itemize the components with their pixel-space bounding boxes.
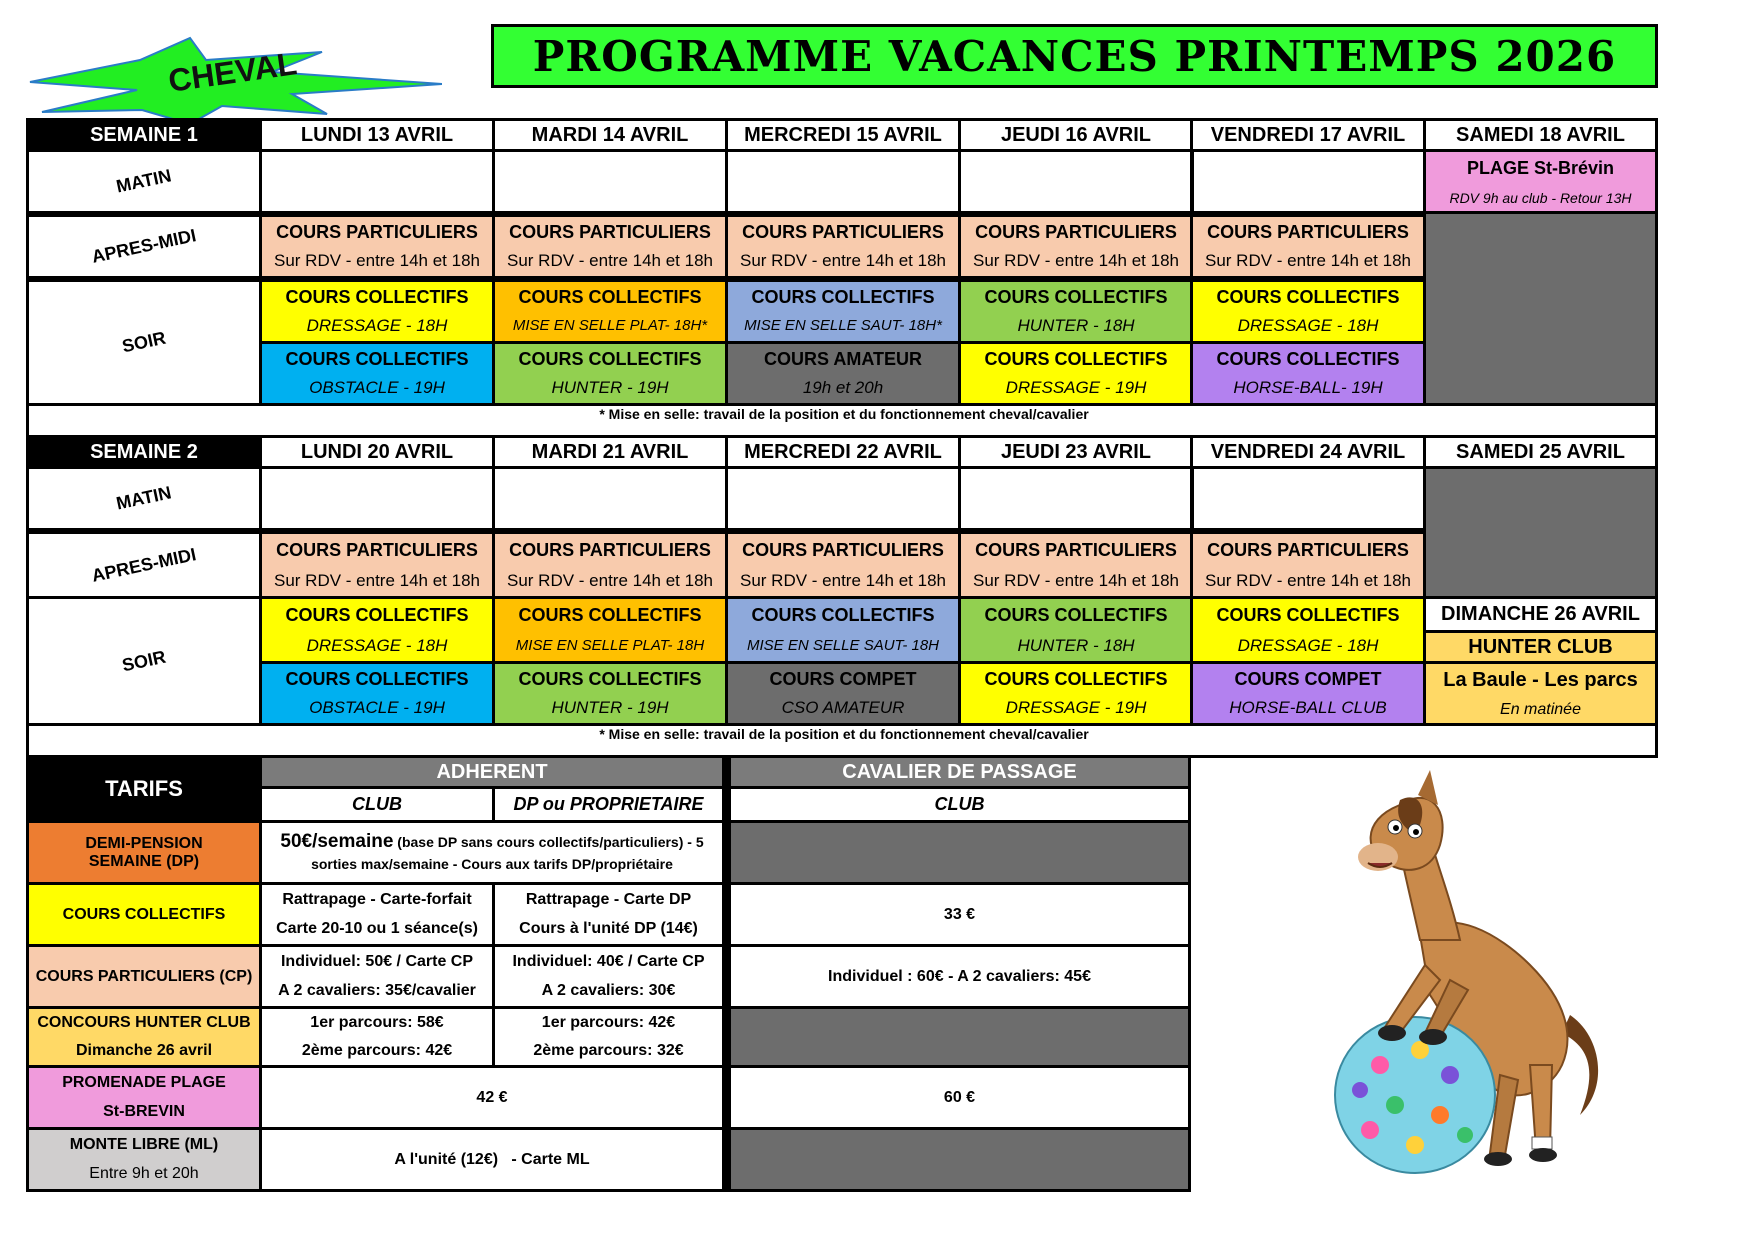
tarif-particuliers-passage: Individuel : 60€ - A 2 cavaliers: 45€: [725, 944, 1191, 1009]
demi-pension-line1: [280, 831, 703, 853]
event-title: COURS PARTICULIERS: [1207, 539, 1409, 560]
horse-on-easter-egg-icon: [1300, 765, 1650, 1175]
event-title: COURS COLLECTIFS: [518, 668, 702, 689]
slot-label: SOIR: [120, 646, 168, 675]
event-sub: MISE EN SELLE PLAT- 18H: [515, 636, 705, 654]
week2-sunday-place: [1423, 661, 1658, 726]
tarifs-passage-header: CAVALIER DE PASSAGE: [725, 755, 1191, 789]
event-title: COURS COLLECTIFS: [984, 286, 1168, 307]
week1-evening-top-5: [1190, 279, 1426, 344]
event-title: COURS AMATEUR: [764, 348, 922, 369]
event-sub: MISE EN SELLE PLAT- 18H*: [512, 317, 708, 335]
event-title: COURS COLLECTIFS: [984, 604, 1168, 625]
event-place: La Baule - Les parcs: [1443, 668, 1638, 691]
week1-saturday-closed: [1423, 211, 1658, 406]
week2-day-2: MARDI 21 AVRIL: [492, 435, 728, 469]
tarif-collectifs-dp: [492, 882, 725, 947]
week2-evening-top-3: [725, 596, 961, 664]
event-title: COURS COLLECTIFS: [1216, 286, 1400, 307]
week1-evening-top-1: [259, 279, 495, 344]
event-sub: Sur RDV - entre 14h et 18h: [972, 251, 1179, 271]
event-sub: MISE EN SELLE SAUT- 18H*: [744, 317, 942, 335]
week2-matin-label: [26, 466, 262, 531]
week2-cours-particuliers: [725, 531, 961, 599]
event-sub: Sur RDV - entre 14h et 18h: [1204, 570, 1411, 590]
tarif-hunter-passage: [725, 1006, 1191, 1068]
week1-matin-cell: [259, 149, 495, 214]
week2-evening-top-4: [958, 596, 1194, 664]
event-sub: Sur RDV - entre 14h et 18h: [972, 570, 1179, 590]
week1-cours-particuliers: [492, 214, 728, 279]
tarif-line: 1er parcours: 42€: [541, 1014, 676, 1031]
event-sub: HUNTER - 18H: [1017, 635, 1135, 655]
week2-cours-particuliers: [1190, 531, 1426, 599]
week1-day-6: SAMEDI 18 AVRIL: [1423, 118, 1658, 152]
page-title: [491, 24, 1658, 88]
tarif-collectifs-passage: 33 €: [725, 882, 1191, 947]
week1-evening-bottom-4: [958, 341, 1194, 406]
event-title: COURS COLLECTIFS: [518, 348, 702, 369]
tarif-line: Individuel: 40€ / Carte CP: [512, 952, 705, 970]
event-sub: OBSTACLE - 19H: [309, 378, 445, 398]
week2-cours-particuliers: [958, 531, 1194, 599]
event-title: COURS COMPET: [769, 668, 917, 689]
tarif-demi-pension-adherent: [259, 820, 725, 885]
tarif-particuliers-label: COURS PARTICULIERS (CP): [26, 944, 262, 1009]
week1-evening-top-3: [725, 279, 961, 344]
week2-day-1: LUNDI 20 AVRIL: [259, 435, 495, 469]
event-title: COURS PARTICULIERS: [975, 539, 1177, 560]
week2-evening-bottom-1: [259, 661, 495, 726]
tarif-collectifs-label: COURS COLLECTIFS: [26, 882, 262, 947]
tarif-demi-pension-label: DEMI-PENSION SEMAINE (DP): [26, 820, 262, 885]
week2-apresmidi-label: [26, 531, 262, 599]
tarifs-club-header: CLUB: [259, 786, 495, 823]
week2-footnote: * Mise en selle: travail de la position et du fonctionnement cheval/cavalier: [26, 723, 1658, 758]
tarifs-dp-header: DP ou PROPRIETAIRE: [492, 786, 725, 823]
event-title: COURS COLLECTIFS: [751, 286, 935, 307]
week1-cours-particuliers: [725, 214, 961, 279]
week2-matin-cell: [259, 466, 495, 531]
event-sub: Sur RDV - entre 14h et 18h: [273, 570, 480, 590]
event-sub: MISE EN SELLE SAUT- 18H: [746, 636, 940, 654]
event-sub: DRESSAGE - 19H: [1005, 378, 1147, 398]
event-sub: Sur RDV - entre 14h et 18h: [506, 570, 713, 590]
event-title: COURS PARTICULIERS: [276, 539, 478, 560]
badge-label: CHEVAL: [166, 45, 299, 99]
slot-label: SOIR: [120, 327, 168, 357]
week2-evening-top-5: [1190, 596, 1426, 664]
week2-matin-cell: [1190, 466, 1426, 531]
event-title: COURS PARTICULIERS: [742, 221, 944, 242]
event-sub: DRESSAGE - 18H: [1237, 316, 1379, 336]
event-title: COURS COLLECTIFS: [285, 348, 469, 369]
tarif-line: Individuel: 50€ / Carte CP: [280, 952, 474, 970]
tarif-promenade-adherent: 42 €: [259, 1065, 725, 1130]
tarif-label-line: CONCOURS HUNTER CLUB: [37, 1014, 251, 1031]
event-sub: CSO AMATEUR: [781, 698, 905, 718]
event-title: COURS COLLECTIFS: [285, 668, 469, 689]
event-sub: DRESSAGE - 19H: [1005, 698, 1147, 718]
tarif-hunter-club: [259, 1006, 495, 1068]
tarifs-club-passage-header: CLUB: [725, 786, 1191, 823]
week1-matin-cell: [958, 149, 1194, 214]
event-sub: Sur RDV - entre 14h et 18h: [1204, 251, 1411, 271]
tarif-line: A 2 cavaliers: 35€/cavalier: [278, 982, 476, 1000]
event-title: COURS COLLECTIFS: [984, 668, 1168, 689]
event-sub: HORSE-BALL- 19H: [1233, 378, 1383, 398]
week1-cours-particuliers: [958, 214, 1194, 279]
week1-plage-event: [1423, 149, 1658, 214]
week2-sunday-event: HUNTER CLUB: [1423, 630, 1658, 664]
event-sub: DRESSAGE - 18H: [306, 635, 448, 655]
tarif-monte-passage: [725, 1127, 1191, 1192]
week1-day-1: LUNDI 13 AVRIL: [259, 118, 495, 152]
tarif-line: A 2 cavaliers: 30€: [541, 982, 676, 1000]
week1-soir-label: [26, 279, 262, 406]
event-title: COURS COLLECTIFS: [518, 604, 702, 625]
event-title: COURS COLLECTIFS: [285, 286, 469, 307]
week2-matin-cell: [492, 466, 728, 531]
demi-pension-line2: sorties max/semaine - Cours aux tarifs DP/propriétaire: [311, 855, 673, 872]
event-sub: Sur RDV - entre 14h et 18h: [739, 570, 946, 590]
event-title: COURS PARTICULIERS: [509, 539, 711, 560]
tarif-hunter-label: [26, 1006, 262, 1068]
event-sub: OBSTACLE - 19H: [309, 698, 445, 718]
cheval-badge: [22, 24, 442, 124]
tarif-line: 1er parcours: 58€: [310, 1014, 444, 1031]
week2-matin-cell: [958, 466, 1194, 531]
event-title: COURS COLLECTIFS: [751, 604, 935, 625]
event-sub: HUNTER - 18H: [1017, 316, 1135, 336]
event-sub: Sur RDV - entre 14h et 18h: [273, 251, 480, 271]
tarif-line: Rattrapage - Carte-forfait: [282, 890, 472, 908]
event-when: En matinée: [1500, 700, 1581, 718]
event-title: COURS COLLECTIFS: [984, 348, 1168, 369]
tarif-line: 2ème parcours: 32€: [533, 1042, 684, 1059]
week1-evening-top-4: [958, 279, 1194, 344]
tarif-collectifs-club: [259, 882, 495, 947]
tarif-line: Rattrapage - Carte DP: [525, 890, 692, 908]
event-sub: RDV 9h au club - Retour 13H: [1449, 189, 1632, 206]
event-sub: HUNTER - 19H: [551, 378, 669, 398]
page-title-text: PROGRAMME VACANCES PRINTEMPS 2026: [532, 31, 1617, 81]
event-title: COURS PARTICULIERS: [1207, 221, 1409, 242]
tarif-label-line: Entre 9h et 20h: [89, 1165, 199, 1183]
demi-pension-price: 50€/semaine: [280, 830, 394, 852]
week1-matin-label: [26, 149, 262, 214]
tarif-line: Carte 20-10 ou 1 séance(s): [276, 920, 478, 938]
event-sub: HUNTER - 19H: [551, 698, 669, 718]
tarif-monte-label: [26, 1127, 262, 1192]
event-sub: Sur RDV - entre 14h et 18h: [506, 251, 713, 271]
tarif-line: 2ème parcours: 42€: [301, 1042, 453, 1059]
event-sub: 19h et 20h: [802, 378, 884, 398]
slot-label: APRES-MIDI: [89, 543, 198, 586]
week1-evening-bottom-2: [492, 341, 728, 406]
week2-cours-particuliers: [492, 531, 728, 599]
week2-soir-label: [26, 596, 262, 726]
week1-matin-cell: [725, 149, 961, 214]
event-sub: DRESSAGE - 18H: [306, 316, 448, 336]
event-title: COURS PARTICULIERS: [276, 221, 478, 242]
week2-day-4: JEUDI 23 AVRIL: [958, 435, 1194, 469]
week1-matin-cell: [1190, 149, 1426, 214]
event-title: COURS PARTICULIERS: [509, 221, 711, 242]
week2-evening-bottom-3: [725, 661, 961, 726]
tarif-hunter-dp: [492, 1006, 725, 1068]
week2-evening-top-2: [492, 596, 728, 664]
week2-evening-bottom-5: [1190, 661, 1426, 726]
week1-evening-bottom-1: [259, 341, 495, 406]
slot-label: MATIN: [114, 482, 174, 514]
week1-evening-bottom-5: [1190, 341, 1426, 406]
event-title: COURS PARTICULIERS: [975, 221, 1177, 242]
tarif-particuliers-club: [259, 944, 495, 1009]
tarif-label-line: St-BREVIN: [103, 1103, 185, 1121]
week2-evening-bottom-2: [492, 661, 728, 726]
week2-evening-top-1: [259, 596, 495, 664]
tarif-label-line: Dimanche 26 avril: [75, 1042, 213, 1059]
demi-pension-detail: (base DP sans cours collectifs/particuliers) - 5: [393, 833, 704, 850]
event-sub: DRESSAGE - 18H: [1237, 635, 1379, 655]
slot-label: APRES-MIDI: [89, 225, 198, 267]
event-sub: HORSE-BALL CLUB: [1229, 698, 1387, 718]
event-title: COURS COLLECTIFS: [518, 286, 702, 307]
tarif-monte-adherent: A l'unité (12€) - Carte ML: [259, 1127, 725, 1192]
week2-saturday-closed: [1423, 466, 1658, 599]
event-title: COURS COLLECTIFS: [1216, 348, 1400, 369]
tarif-promenade-label: [26, 1065, 262, 1130]
week1-matin-cell: [492, 149, 728, 214]
tarif-label-line: PROMENADE PLAGE: [62, 1073, 226, 1091]
week1-day-2: MARDI 14 AVRIL: [492, 118, 728, 152]
week1-label: SEMAINE 1: [26, 118, 262, 152]
week1-evening-top-2: [492, 279, 728, 344]
tarifs-adherent-header: ADHERENT: [259, 755, 725, 789]
week1-day-5: VENDREDI 17 AVRIL: [1190, 118, 1426, 152]
week2-evening-bottom-4: [958, 661, 1194, 726]
event-title: COURS COMPET: [1234, 668, 1382, 689]
tarif-line: Cours à l'unité DP (14€): [519, 920, 698, 938]
week2-sunday-day: DIMANCHE 26 AVRIL: [1423, 596, 1658, 633]
week1-apresmidi-label: [26, 214, 262, 279]
event-title: COURS PARTICULIERS: [742, 539, 944, 560]
week1-day-3: MERCREDI 15 AVRIL: [725, 118, 961, 152]
week1-day-4: JEUDI 16 AVRIL: [958, 118, 1194, 152]
tarif-demi-pension-passage: [725, 820, 1191, 885]
week1-footnote: * Mise en selle: travail de la position et du fonctionnement cheval/cavalier: [26, 403, 1658, 438]
week2-label: SEMAINE 2: [26, 435, 262, 469]
week1-cours-particuliers: [259, 214, 495, 279]
week2-cours-particuliers: [259, 531, 495, 599]
week2-day-3: MERCREDI 22 AVRIL: [725, 435, 961, 469]
tarifs-label: TARIFS: [26, 755, 262, 823]
tarif-promenade-passage: 60 €: [725, 1065, 1191, 1130]
tarif-label-line: MONTE LIBRE (ML): [69, 1135, 219, 1153]
tarif-particuliers-dp: [492, 944, 725, 1009]
event-title: COURS COLLECTIFS: [285, 604, 469, 625]
week2-day-5: VENDREDI 24 AVRIL: [1190, 435, 1426, 469]
week2-matin-cell: [725, 466, 961, 531]
event-title: COURS COLLECTIFS: [1216, 604, 1400, 625]
slot-label: MATIN: [114, 165, 174, 197]
week2-day-6: SAMEDI 25 AVRIL: [1423, 435, 1658, 469]
week1-evening-bottom-3: [725, 341, 961, 406]
week1-cours-particuliers: [1190, 214, 1426, 279]
event-title: PLAGE St-Brévin: [1466, 158, 1615, 179]
event-sub: Sur RDV - entre 14h et 18h: [739, 251, 946, 271]
